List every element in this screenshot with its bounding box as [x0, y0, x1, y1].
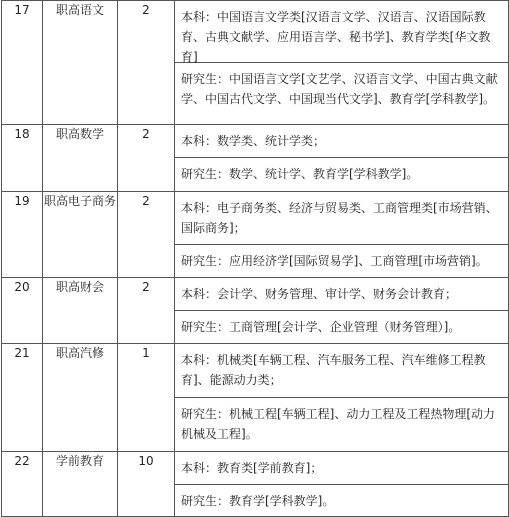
position-count: 2 — [118, 278, 175, 344]
table-row — [2, 125, 509, 192]
subject-name: 职高数学 — [43, 125, 118, 192]
subject-name: 职高语文 — [43, 1, 118, 125]
row-number: 20 — [2, 278, 43, 344]
row-number: 19 — [2, 192, 43, 278]
subject-name: 职高财会 — [43, 278, 118, 344]
undergrad-requirement: 本科：会计学、财务管理、审计学、财务会计教育； — [181, 287, 458, 301]
undergrad-requirement: 本科：机械类[车辆工程、汽车服务工程、汽车维修工程教育]、能源动力类； — [181, 353, 486, 387]
recruitment-table — [1, 0, 509, 517]
major-requirements — [175, 1, 509, 125]
graduate-requirement: 研究生：教育学[学科教学]。 — [175, 484, 508, 516]
subject-name: 职高电子商务 — [43, 192, 118, 278]
graduate-requirement: 研究生：中国语言文学[文艺学、汉语言文学、中国古典文献学、中国古代文学、中国现当代文学]、教育学[学科教学]。 — [175, 62, 508, 124]
major-requirements — [175, 344, 509, 452]
major-requirements — [175, 192, 509, 278]
table-row — [2, 192, 509, 278]
position-count: 1 — [118, 344, 175, 452]
table-row — [2, 344, 509, 452]
position-count: 2 — [118, 1, 175, 125]
major-requirements — [175, 278, 509, 344]
undergrad-requirement: 本科：电子商务类、经济与贸易类、工商管理类[市场营销、国际商务]； — [181, 201, 498, 235]
graduate-requirement: 研究生：应用经济学[国际贸易学]、工商管理[市场营销]。 — [175, 244, 508, 277]
row-number: 18 — [2, 125, 43, 192]
subject-name: 职高汽修 — [43, 344, 118, 452]
undergrad-requirement: 本科：数学类、统计学类； — [181, 134, 326, 148]
table-row — [2, 278, 509, 344]
graduate-requirement: 研究生：机械工程[车辆工程]、动力工程及工程热物理[动力机械及工程]。 — [175, 397, 508, 451]
table-row — [2, 1, 509, 125]
major-requirements — [175, 452, 509, 517]
row-number: 17 — [2, 1, 43, 125]
undergrad-requirement: 本科：教育类[学前教育]； — [181, 461, 323, 475]
row-number: 21 — [2, 344, 43, 452]
position-count: 10 — [118, 452, 175, 517]
table-row — [2, 452, 509, 517]
graduate-requirement: 研究生：工商管理[会计学、企业管理（财务管理）]。 — [175, 310, 508, 343]
position-count: 2 — [118, 192, 175, 278]
row-number: 22 — [2, 452, 43, 517]
major-requirements — [175, 125, 509, 192]
subject-name: 学前教育 — [43, 452, 118, 517]
position-count: 2 — [118, 125, 175, 192]
undergrad-requirement: 本科：中国语言文学类[汉语言文学、汉语言、汉语国际教育、古典文献学、应用语言学、秘书学]、教育学类[华文教育] — [181, 10, 491, 64]
graduate-requirement: 研究生：数学、统计学、教育学[学科教学]。 — [175, 157, 508, 191]
